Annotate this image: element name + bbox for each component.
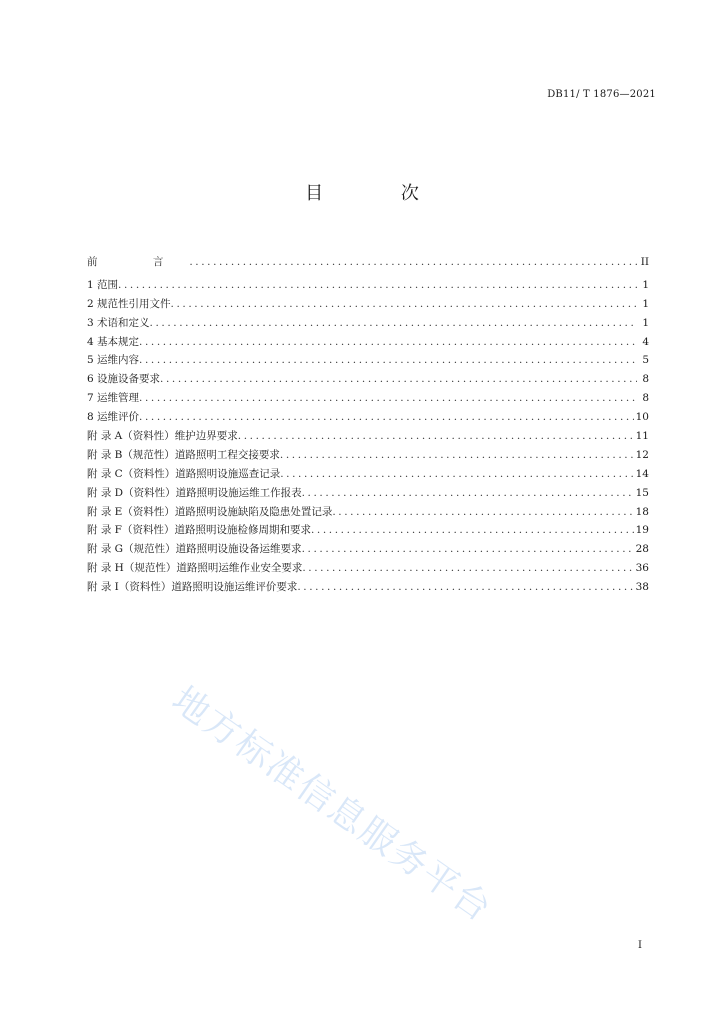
toc-leader-dots xyxy=(189,253,637,272)
toc-entry[interactable] xyxy=(87,408,649,427)
table-of-contents xyxy=(87,253,649,597)
toc-entry[interactable] xyxy=(87,314,649,333)
toc-entry-page: II xyxy=(640,256,649,268)
toc-entry-label: 4 基本规定 xyxy=(87,335,140,348)
toc-leader-dots xyxy=(302,484,634,503)
toc-leader-dots xyxy=(302,559,633,578)
toc-leader-dots xyxy=(118,276,637,295)
toc-entry-label: 1 范围 xyxy=(87,278,119,291)
toc-entry-page: 14 xyxy=(635,467,649,480)
toc-leader-dots xyxy=(311,521,634,540)
toc-leader-dots xyxy=(139,389,637,408)
toc-entry-label: 6 设施设备要求 xyxy=(87,373,161,386)
toc-entry-page: 11 xyxy=(635,430,649,443)
toc-leader-dots xyxy=(332,503,633,522)
toc-entry-label: 附 录 H（规范性）道路照明运维作业安全要求 xyxy=(87,562,303,575)
toc-entry-label: 附 录 B（规范性）道路照明工程交接要求 xyxy=(87,448,280,461)
toc-entry[interactable] xyxy=(87,521,649,540)
toc-entry-page: 1 xyxy=(642,278,649,291)
toc-leader-dots xyxy=(171,295,637,314)
toc-entry-page: 38 xyxy=(635,581,649,594)
toc-entry-label: 8 运维评价 xyxy=(87,411,140,424)
toc-leader-dots xyxy=(160,370,637,389)
toc-entry[interactable] xyxy=(87,446,649,465)
toc-entry-label: 附 录 F（资料性）道路照明设施检修周期和要求 xyxy=(87,524,311,537)
toc-entry-page: 15 xyxy=(635,486,649,499)
toc-entry[interactable] xyxy=(87,333,649,352)
toc-entry[interactable] xyxy=(87,540,649,559)
toc-entry-label: 5 运维内容 xyxy=(87,354,140,367)
toc-entry[interactable] xyxy=(87,351,649,370)
toc-entry-page: 8 xyxy=(642,373,649,386)
toc-entry-label: 前 言 xyxy=(87,256,190,268)
toc-leader-dots xyxy=(238,427,634,446)
page-number: I xyxy=(638,940,642,951)
toc-entry-label: 附 录 D（资料性）道路照明设施运维工作报表 xyxy=(87,486,302,499)
toc-entry[interactable] xyxy=(87,389,649,408)
toc-entry-label: 7 运维管理 xyxy=(87,392,140,405)
toc-entry-label: 2 规范性引用文件 xyxy=(87,297,171,310)
toc-entry[interactable] xyxy=(87,276,649,295)
toc-entry-page: 18 xyxy=(635,505,649,518)
toc-entry-label: 附 录 G（规范性）道路照明设施设备运维要求 xyxy=(87,543,302,556)
toc-leader-dots xyxy=(150,314,637,333)
toc-entry-page: 10 xyxy=(635,411,649,424)
toc-leader-dots xyxy=(139,333,637,352)
toc-title: 目 次 xyxy=(305,183,455,204)
toc-entry[interactable] xyxy=(87,578,649,597)
toc-entry[interactable] xyxy=(87,484,649,503)
toc-entry-page: 5 xyxy=(642,354,649,367)
toc-entry[interactable] xyxy=(87,427,649,446)
toc-entry-page: 36 xyxy=(635,562,649,575)
toc-entry-page: 1 xyxy=(642,297,649,310)
toc-entry-page: 28 xyxy=(635,543,649,556)
toc-entry[interactable] xyxy=(87,503,649,522)
toc-entry[interactable] xyxy=(87,559,649,578)
toc-entry-page: 8 xyxy=(642,392,649,405)
watermark: 地方标准信息服务平台 xyxy=(164,679,500,931)
toc-leader-dots xyxy=(302,540,634,559)
toc-leader-dots xyxy=(139,351,637,370)
toc-entry-label: 3 术语和定义 xyxy=(87,316,150,329)
toc-leader-dots xyxy=(139,408,634,427)
toc-entry-page: 12 xyxy=(635,448,649,461)
toc-entry[interactable] xyxy=(87,465,649,484)
toc-entry[interactable] xyxy=(87,370,649,389)
toc-entry[interactable] xyxy=(87,295,649,314)
toc-entry-page: 1 xyxy=(642,316,649,329)
toc-entry-label: 附 录 C（资料性）道路照明设施巡查记录 xyxy=(87,467,281,480)
document-code: DB11/ T 1876—2021 xyxy=(547,89,656,100)
toc-entry-label: 附 录 A（资料性）维护边界要求 xyxy=(87,430,238,443)
toc-entry-label: 附 录 I（资料性）道路照明设施运维评价要求 xyxy=(87,581,298,594)
toc-leader-dots xyxy=(280,446,634,465)
toc-entry-page: 19 xyxy=(635,524,649,537)
toc-leader-dots xyxy=(297,578,633,597)
toc-entry-label: 附 录 E（资料性）道路照明设施缺陷及隐患处置记录 xyxy=(87,505,333,518)
toc-entry[interactable] xyxy=(87,253,649,272)
toc-entry-page: 4 xyxy=(642,335,649,348)
toc-leader-dots xyxy=(280,465,633,484)
